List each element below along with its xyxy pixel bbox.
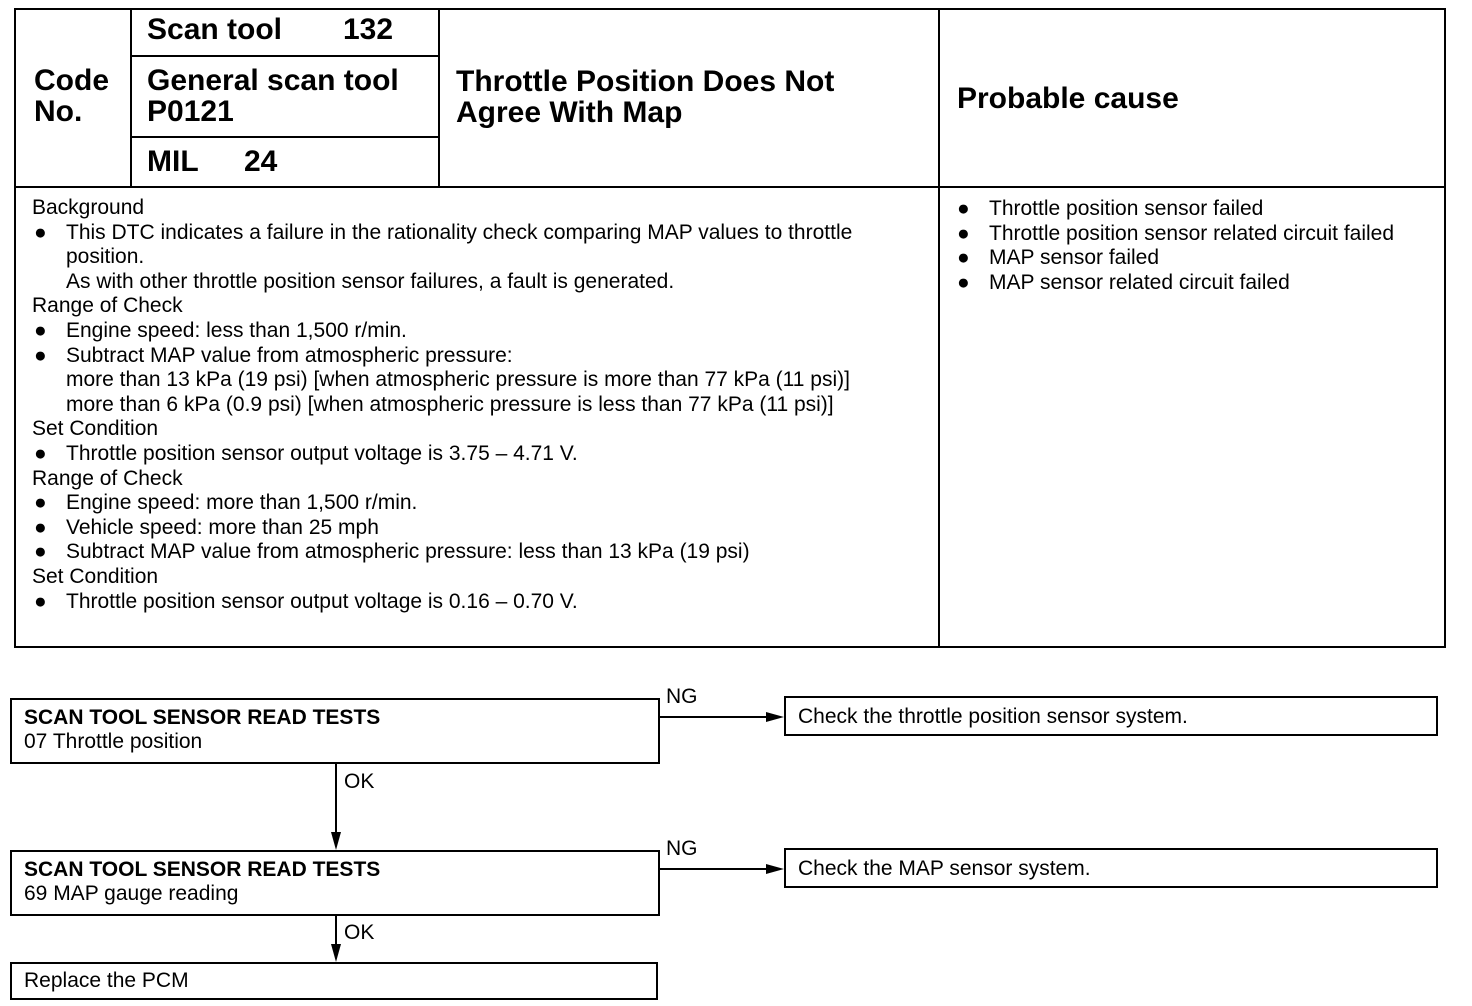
ok-label-2: OK [344,921,375,944]
range-detail: more than 6 kPa (0.9 psi) [when atmospheric pressure is less than 77 kPa (11 psi)] [66,392,834,416]
flow-step-1 [10,698,660,764]
flow-step-2-detail: 69 MAP gauge reading [24,882,239,905]
scan-row-divider-2 [130,136,440,138]
list-item-continuation: position. [66,245,145,269]
dtc-title: Throttle Position Does Not Agree With Map [456,65,835,129]
general-scan-tool-label: General scan tool P0121 [147,64,399,128]
flow-step-2 [10,850,660,916]
set-condition-heading: Set Condition [32,564,159,588]
flow-step-1-detail: 07 Throttle position [24,730,203,753]
bullet-icon: ● [957,221,970,245]
list-item: ● Throttle position sensor output voltage is 3.75 – 4.71 V. [34,441,578,465]
list-item: ● Subtract MAP value from atmospheric pressure: less than 13 kPa (19 psi) [34,540,750,564]
flow-step-2-title: SCAN TOOL SENSOR READ TESTS [24,858,381,881]
list-item: ● Subtract MAP value from atmospheric pressure: [34,343,513,367]
header-divider [14,186,1446,188]
cause-item: ● Throttle position sensor failed [957,197,1264,220]
probable-cause-list [955,197,1440,295]
bullet-icon: ● [34,318,47,342]
bullet-icon: ● [34,220,47,244]
cause-item: ● Throttle position sensor related circuit failed [957,221,1395,245]
flow-step-1-title: SCAN TOOL SENSOR READ TESTS [24,706,381,729]
arrowhead-icon [766,864,784,874]
scan-tool-value: 132 [343,13,394,46]
scan-row-divider-1 [130,55,440,57]
bullet-icon: ● [34,540,47,564]
list-item: ● Vehicle speed: more than 25 mph [34,515,379,539]
bullet-icon: ● [34,343,47,367]
scan-tool-label: Scan tool [147,13,283,46]
list-item: ● Engine speed: more than 1,500 r/min. [34,491,418,515]
scan-column-divider [438,8,440,188]
list-item: ● Engine speed: less than 1,500 r/min. [34,318,407,342]
background-heading: Background [32,196,145,219]
bullet-icon: ● [34,441,47,465]
flow-step-1-ng-action: Check the throttle position sensor system. [784,696,1438,736]
mil-value: 24 [244,145,278,178]
bullet-icon: ● [34,515,47,539]
description-cell [32,196,932,614]
ng-label-2: NG [666,837,698,860]
flow-final-action: Replace the PCM [10,962,658,1000]
range-of-check-heading: Range of Check [32,466,183,490]
range-of-check-heading: Range of Check [32,294,183,318]
cause-column-divider [938,8,940,648]
code-column-divider [130,8,132,188]
bullet-icon: ● [957,246,970,270]
bullet-icon: ● [34,491,47,515]
cause-item: ● MAP sensor failed [957,246,1160,270]
arrowhead-icon [331,944,341,962]
range-detail: more than 13 kPa (19 psi) [when atmospheric pressure is more than 77 kPa (11 psi)] [66,368,850,392]
ok-label-1: OK [344,770,375,793]
bullet-icon: ● [957,197,970,220]
arrowhead-icon [766,712,784,722]
arrowhead-icon [331,832,341,850]
code-label: Code No. [34,64,109,128]
flow-step-2-ng-action: Check the MAP sensor system. [784,848,1438,888]
set-condition-heading: Set Condition [32,417,159,441]
ng-label-1: NG [666,685,698,708]
mil-label: MIL [147,145,199,178]
bullet-icon: ● [957,270,970,294]
cause-item: ● MAP sensor related circuit failed [957,270,1290,294]
probable-cause-heading: Probable cause [957,82,1179,115]
list-item: ● Throttle position sensor output voltage is 0.16 – 0.70 V. [34,589,578,613]
list-item: ● This DTC indicates a failure in the rationality check comparing MAP values to throttle [34,220,853,244]
bullet-icon: ● [34,589,47,613]
background-note: As with other throttle position sensor failures, a fault is generated. [66,269,675,293]
general-scan-tool-value: P0121 [147,95,234,128]
